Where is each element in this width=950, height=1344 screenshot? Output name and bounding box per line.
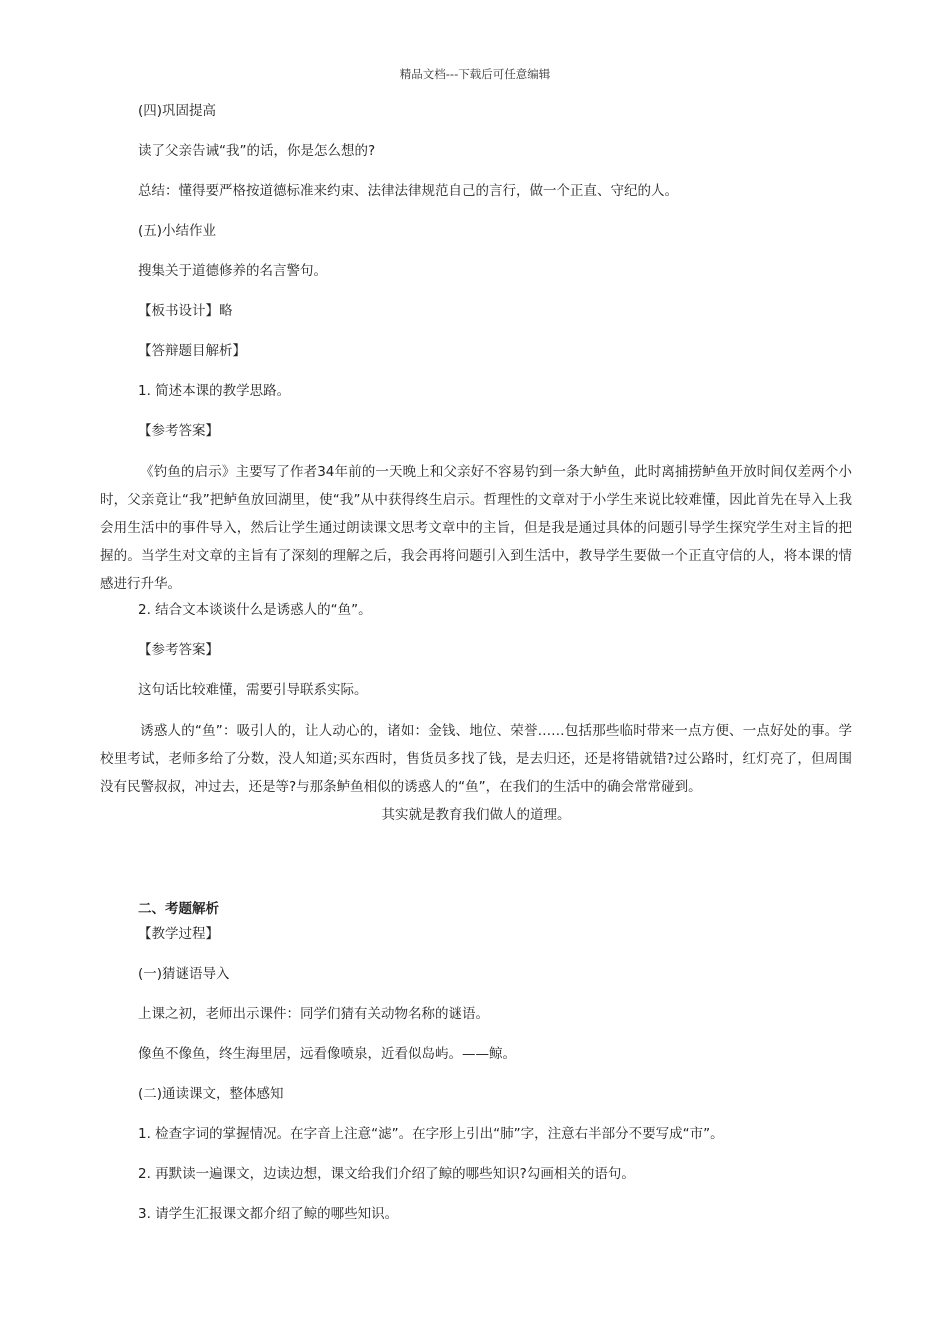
riddle-text: 像鱼不像鱼，终生海里居，远看像喷泉，近看似岛屿。——鲸。	[138, 1046, 516, 1062]
section-heading: (一)猜谜语导入	[138, 966, 230, 982]
defense-heading: 【答辩题目解析】	[138, 343, 246, 359]
list-item: 1. 检查字词的掌握情况。在字音上注意“滤”。在字形上引出“肺”字，注意右半部分不要写成“市”。	[138, 1126, 724, 1142]
board-design-label: 【板书设计】略	[138, 303, 233, 319]
reference-answer-label: 【参考答案】	[138, 642, 219, 658]
homework-text: 搜集关于道德修养的名言警句。	[138, 263, 327, 279]
lesson-intro-text: 上课之初，老师出示课件：同学们猜有关动物名称的谜语。	[138, 1006, 489, 1022]
answer-2-closing: 其实就是教育我们做人的道理。	[381, 807, 571, 823]
teaching-process-label: 【教学过程】	[138, 926, 219, 942]
question-2: 2. 结合文本谈谈什么是诱惑人的“鱼”。	[138, 602, 372, 618]
answer-1-paragraph	[100, 458, 852, 598]
answer-1-text: 《钓鱼的启示》主要写了作者34年前的一天晚上和父亲好不容易钓到一条大鲈鱼，此时离捕捞鲈鱼开放时间仅差两个小时，父亲竟让“我”把鲈鱼放回湖里，使“我”从中获得终生启示。哲理性的文章对于小学生来说比较难懂，因此首先在导入上我会用生活中的事件导入，然后让学生通过朗读课文思考文章中的主旨，但是我是通过具体的问题引导学生探究学生对主旨的把握的。当学生对文章的主旨有了深刻的理解之后，我会再将问题引入到生活中，教导学生要做一个正直守信的人，将本课的情感进行升华。	[100, 464, 852, 592]
list-item: 3. 请学生汇报课文都介绍了鲸的哪些知识。	[138, 1206, 399, 1222]
section-heading: (二)通读课文，整体感知	[138, 1086, 284, 1102]
answer-2-text: 诱惑人的“鱼”：吸引人的，让人动心的，诸如：金钱、地位、荣誉……包括那些临时带来一点方便、一点好处的事。学校里考试，老师多给了分数，没人知道;买东西时，售货员多找了钱，是去归还，还是将错就错?过公路时，红灯亮了，但周围没有民警叔叔，冲过去，还是等?与那条鲈鱼相似的诱惑人的“鱼”，在我们的生活中的确会常常碰到。	[100, 723, 852, 795]
part-2-heading: 二、考题解析	[138, 901, 219, 917]
section-heading: (四)巩固提高	[138, 103, 217, 119]
section-heading: (五)小结作业	[138, 223, 217, 239]
page-header: 精品文档---下载后可任意编辑	[399, 67, 551, 81]
answer-2-intro: 这句话比较难懂，需要引导联系实际。	[138, 682, 368, 698]
answer-2-paragraph	[100, 717, 852, 829]
list-item: 2. 再默读一遍课文，边读边想，课文给我们介绍了鲸的哪些知识?勾画相关的语句。	[138, 1166, 635, 1182]
question-1: 1. 简述本课的教学思路。	[138, 383, 291, 399]
question-text: 读了父亲告诫“我”的话，你是怎么想的?	[138, 143, 376, 159]
summary-text: 总结：懂得要严格按道德标准来约束、法律法律规范自己的言行，做一个正直、守纪的人。	[138, 183, 678, 199]
reference-answer-label: 【参考答案】	[138, 423, 219, 439]
